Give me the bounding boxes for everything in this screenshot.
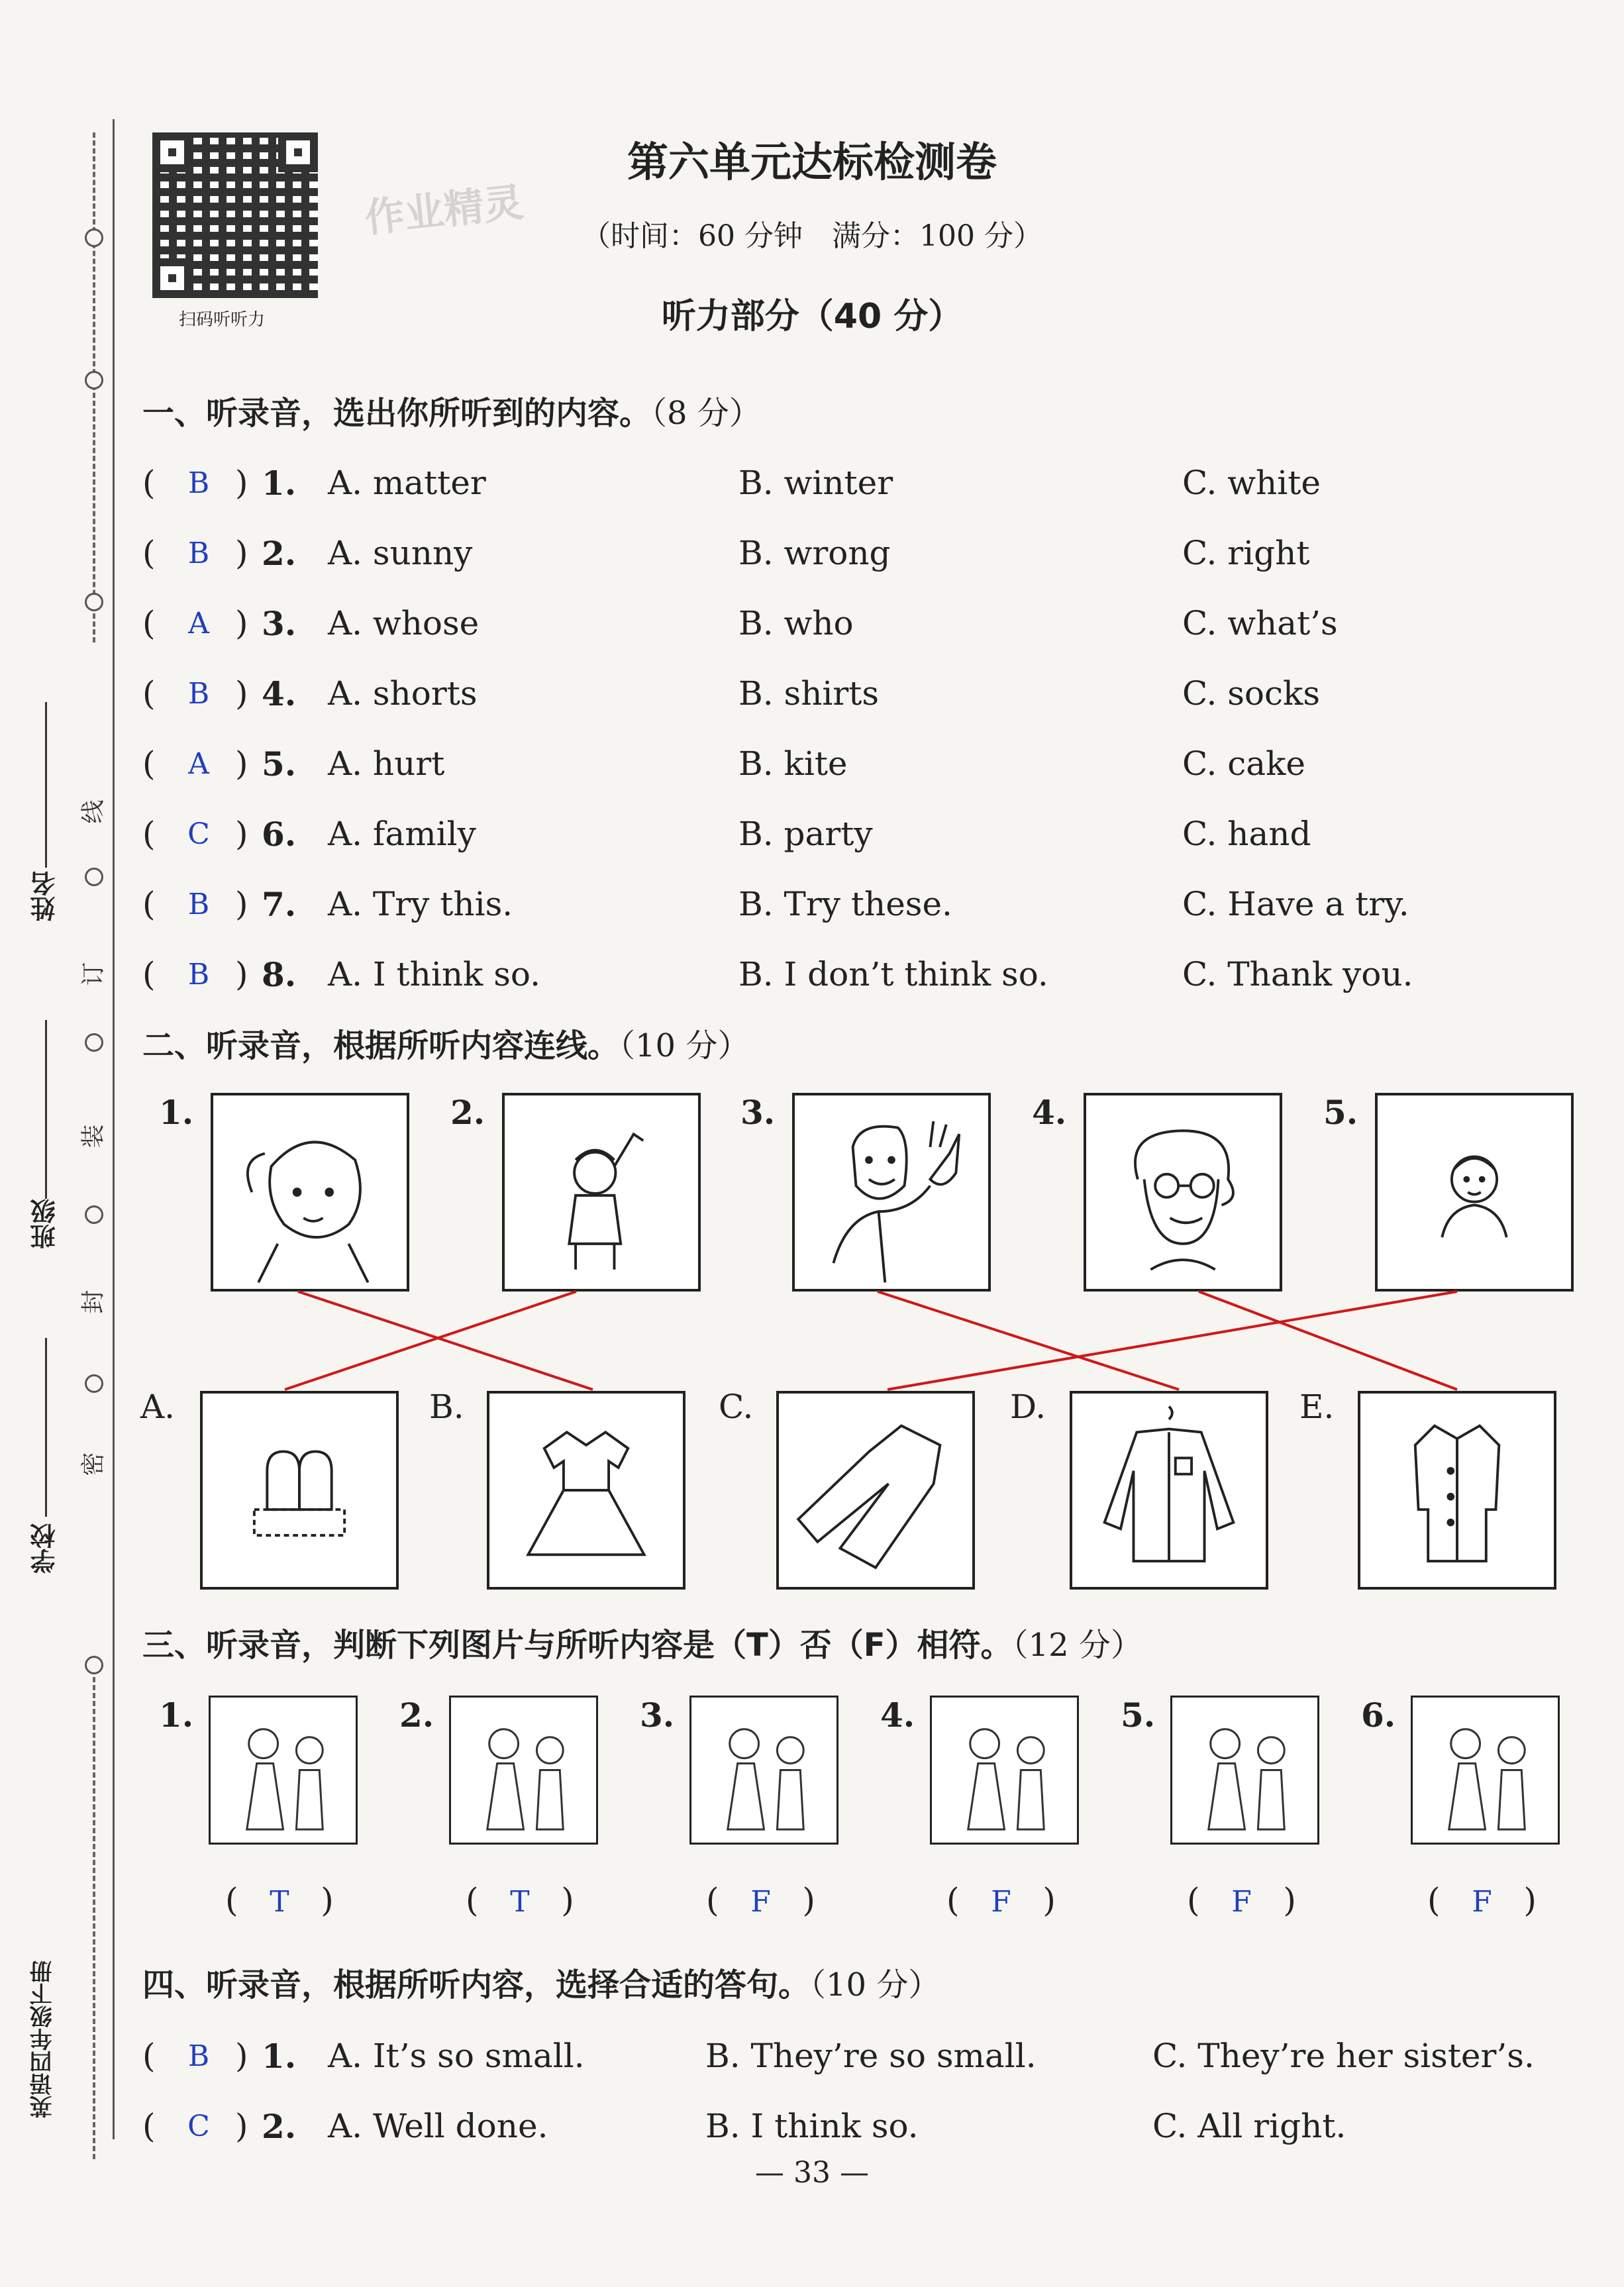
match-line xyxy=(1199,1292,1457,1390)
open-paren: ( xyxy=(142,955,156,993)
question-number: 5. xyxy=(262,744,297,784)
qr-caption: 扫码听听力 xyxy=(179,310,266,330)
open-paren: ( xyxy=(142,674,156,713)
close-paren: ) xyxy=(235,674,248,713)
answer-mark: C xyxy=(187,2109,210,2143)
option-c[interactable]: C. what’s xyxy=(1182,604,1338,642)
open-paren: ( xyxy=(142,464,156,502)
angel-boy-icon xyxy=(449,1696,598,1845)
tf-number: 4. xyxy=(880,1696,915,1735)
open-paren: ( xyxy=(142,885,156,923)
match-top-label: 5. xyxy=(1323,1093,1358,1132)
seal-char: 装 xyxy=(79,1124,107,1148)
girl-clothes-icon xyxy=(1411,1696,1560,1845)
tf-answer: ( T ) xyxy=(225,1881,334,1919)
section1-heading: 一、听录音，选出你所听到的内容。 xyxy=(142,395,652,432)
option-c[interactable]: C. cake xyxy=(1182,744,1305,783)
match-line xyxy=(888,1292,1457,1390)
tf-answer: ( F ) xyxy=(1187,1881,1296,1919)
option-c[interactable]: C. Thank you. xyxy=(1182,955,1413,993)
section1-points: （8 分） xyxy=(651,395,761,432)
option-c[interactable]: C. Have a try. xyxy=(1182,885,1409,923)
tf-answer: ( F ) xyxy=(706,1881,815,1919)
book-label: 英语四年级下册 xyxy=(30,1960,56,2118)
answer-mark: B xyxy=(187,466,210,500)
option-c[interactable]: C. socks xyxy=(1182,674,1320,713)
seal-char: 线 xyxy=(79,799,107,824)
question-number: 1. xyxy=(262,464,297,503)
open-paren: ( xyxy=(142,2037,156,2075)
option-c[interactable]: C. white xyxy=(1182,464,1321,502)
pants-icon xyxy=(776,1391,975,1590)
tf-mark: F xyxy=(1231,1885,1252,1919)
match-line xyxy=(285,1292,576,1390)
answer-mark: B xyxy=(187,677,210,711)
option-a[interactable]: A. Well done. xyxy=(328,2107,548,2145)
option-b[interactable]: B. who xyxy=(738,604,854,642)
option-b[interactable]: B. I don’t think so. xyxy=(738,955,1048,993)
option-a[interactable]: A. hurt xyxy=(328,744,445,783)
section2-points: （10 分） xyxy=(619,1027,750,1064)
question-number: 6. xyxy=(262,815,297,854)
option-a[interactable]: A. whose xyxy=(328,604,480,642)
open-paren: ( xyxy=(142,744,156,783)
match-top-label: 1. xyxy=(159,1093,194,1132)
section4-heading: 四、听录音，根据所听内容，选择合适的答句。 xyxy=(142,1966,811,2004)
open-paren: ( xyxy=(142,815,156,853)
watermark: 作业精灵 xyxy=(362,179,526,242)
gloves-icon xyxy=(200,1391,399,1590)
close-paren: ) xyxy=(235,2037,248,2075)
section3-title xyxy=(142,1619,1142,1665)
coat-icon xyxy=(1358,1391,1556,1590)
kite-children-icon xyxy=(930,1696,1079,1845)
open-paren: ( xyxy=(142,534,156,572)
section3-points: （12 分） xyxy=(1012,1627,1142,1664)
match-line xyxy=(298,1292,593,1390)
close-paren: ) xyxy=(235,815,248,853)
question-number: 1. xyxy=(262,2037,297,2076)
question-number: 4. xyxy=(262,674,297,713)
close-paren: ) xyxy=(235,464,248,502)
match-bottom-label: E. xyxy=(1299,1388,1335,1426)
tf-mark: F xyxy=(750,1885,771,1919)
match-line xyxy=(878,1292,1179,1390)
option-a[interactable]: A. I think so. xyxy=(328,955,540,993)
question-number: 8. xyxy=(262,955,297,994)
tf-number: 6. xyxy=(1361,1696,1396,1735)
tf-number: 5. xyxy=(1121,1696,1156,1735)
option-b[interactable]: B. shirts xyxy=(738,674,880,713)
option-c[interactable]: C. right xyxy=(1182,534,1310,572)
close-paren: ) xyxy=(235,955,248,993)
match-bottom-label: A. xyxy=(140,1388,176,1426)
tf-answer: ( T ) xyxy=(466,1881,574,1919)
option-b[interactable]: B. kite xyxy=(738,744,848,783)
option-b[interactable]: B. They’re so small. xyxy=(705,2037,1037,2075)
answer-mark: A xyxy=(188,747,209,781)
girl-boy-icon xyxy=(1170,1696,1319,1845)
tf-mark: F xyxy=(1472,1885,1492,1919)
option-b[interactable]: B. party xyxy=(738,815,873,853)
option-c[interactable]: C. They’re her sister’s. xyxy=(1152,2037,1535,2075)
close-paren: ) xyxy=(235,534,248,572)
match-bottom-label: B. xyxy=(429,1388,464,1426)
tf-mark: T xyxy=(270,1885,289,1919)
match-top-label: 4. xyxy=(1032,1093,1067,1132)
option-a[interactable]: A. shorts xyxy=(328,674,478,713)
close-paren: ) xyxy=(235,744,248,783)
shirt-icon xyxy=(1070,1391,1268,1590)
school-label: 学校 xyxy=(30,1523,60,1574)
mouse-hedgehog-icon xyxy=(689,1696,838,1845)
question-number: 2. xyxy=(262,2107,297,2146)
answer-mark: B xyxy=(187,2039,210,2073)
close-paren: ) xyxy=(235,885,248,923)
part-title: 听力部分（40 分） xyxy=(661,297,963,336)
tf-answer: ( F ) xyxy=(1427,1881,1537,1919)
option-a[interactable]: A. It’s so small. xyxy=(328,2037,585,2075)
section4-points: （10 分） xyxy=(810,1966,940,2004)
open-paren: ( xyxy=(142,604,156,642)
option-c[interactable]: C. hand xyxy=(1182,815,1311,853)
section4-title xyxy=(142,1959,940,2005)
name-label: 姓名 xyxy=(30,871,60,921)
children-costume-icon xyxy=(209,1696,358,1845)
match-top-label: 3. xyxy=(740,1093,776,1132)
seal-char: 密 xyxy=(79,1452,107,1476)
page-subtitle: （时间：60 分钟 满分：100 分） xyxy=(582,219,1042,253)
option-c[interactable]: C. All right. xyxy=(1152,2107,1346,2145)
match-bottom-label: D. xyxy=(1010,1388,1046,1426)
class-label: 班级 xyxy=(30,1199,60,1249)
answer-mark: B xyxy=(187,536,210,570)
close-paren: ) xyxy=(235,604,248,642)
option-a[interactable]: A. family xyxy=(328,815,476,853)
option-a[interactable]: A. matter xyxy=(328,464,486,502)
tf-mark: F xyxy=(991,1885,1011,1919)
option-b[interactable]: B. wrong xyxy=(738,534,891,572)
option-b[interactable]: B. Try these. xyxy=(738,885,952,923)
close-paren: ) xyxy=(235,2107,248,2145)
option-a[interactable]: A. Try this. xyxy=(328,885,513,923)
question-number: 2. xyxy=(262,534,297,573)
answer-mark: C xyxy=(187,817,210,851)
tf-number: 2. xyxy=(399,1696,434,1735)
open-paren: ( xyxy=(142,2107,156,2145)
tf-number: 1. xyxy=(159,1696,194,1735)
match-top-label: 2. xyxy=(450,1093,485,1132)
tf-number: 3. xyxy=(640,1696,675,1735)
option-a[interactable]: A. sunny xyxy=(328,534,473,572)
page-number: — 33 — xyxy=(755,2156,869,2190)
question-number: 7. xyxy=(262,885,297,924)
page-title: 第六单元达标检测卷 xyxy=(627,138,997,186)
tf-mark: T xyxy=(510,1885,530,1919)
answer-mark: A xyxy=(188,607,209,640)
match-bottom-label: C. xyxy=(719,1388,754,1426)
answer-mark: B xyxy=(187,888,210,921)
question-number: 3. xyxy=(262,604,297,643)
tf-answer: ( F ) xyxy=(946,1881,1056,1919)
answer-mark: B xyxy=(187,958,210,991)
option-b[interactable]: B. winter xyxy=(738,464,893,502)
option-b[interactable]: B. I think so. xyxy=(705,2107,919,2145)
section2-heading: 二、听录音，根据所听内容连线。 xyxy=(142,1027,620,1064)
seal-char: 订 xyxy=(79,962,107,986)
seal-char: 封 xyxy=(79,1290,107,1314)
dress-icon xyxy=(487,1391,685,1590)
section3-heading: 三、听录音，判断下列图片与所听内容是（T）否（F）相符。 xyxy=(142,1627,1013,1664)
